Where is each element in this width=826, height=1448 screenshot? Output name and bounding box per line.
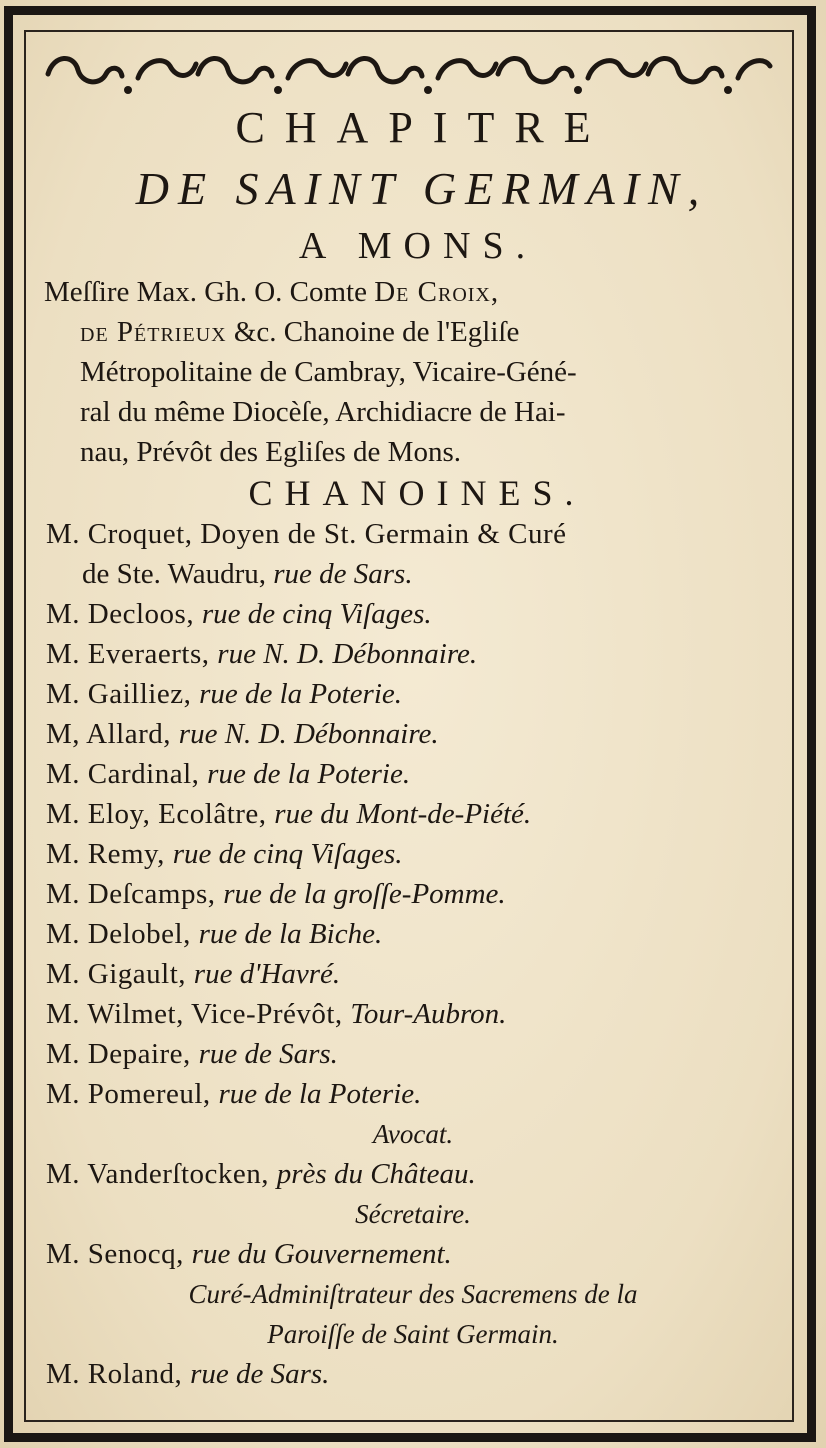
list-item bbox=[46, 754, 826, 794]
list-item bbox=[46, 1154, 826, 1194]
entry-address: rue de la groſſe-Pomme. bbox=[223, 878, 506, 910]
entry-name: M. Decloos, bbox=[46, 598, 202, 630]
list-item bbox=[46, 1234, 826, 1274]
entry-name: M. Pomereul, bbox=[46, 1078, 219, 1110]
prevot-line4: ral du même Diocèſe, Archidiacre de Hai- bbox=[80, 396, 566, 428]
entry-name: M. Croquet, Doyen de St. Germain & Curé bbox=[46, 518, 567, 550]
entry-address: rue de cinq Viſages. bbox=[201, 598, 432, 630]
entry-name: M. Remy, bbox=[46, 838, 173, 870]
entry-name: M. Senocq, bbox=[46, 1238, 192, 1270]
entry-address: rue de la Poterie. bbox=[218, 1078, 422, 1110]
list-item bbox=[46, 794, 826, 834]
list-item-continuation bbox=[82, 554, 826, 594]
chapter-location: A MONS. bbox=[298, 225, 538, 267]
chapter-title: CHAPITRE bbox=[235, 103, 611, 152]
entry-address: rue de Sars. bbox=[198, 1038, 338, 1070]
list-item bbox=[46, 834, 826, 874]
list-item bbox=[46, 994, 826, 1034]
entry-address: Tour-Aubron. bbox=[350, 998, 507, 1030]
secretaire-heading: Sécretaire. bbox=[355, 1199, 471, 1229]
entry-name: M. Deſcamps, bbox=[46, 878, 224, 910]
entry-address: rue du Gouvernement. bbox=[191, 1238, 452, 1270]
list-item bbox=[46, 874, 826, 914]
chanoines-heading: CHANOINES. bbox=[248, 473, 586, 513]
entry-name: M. Wilmet, Vice-Prévôt, bbox=[46, 998, 351, 1030]
entry-address: rue de la Biche. bbox=[198, 918, 383, 950]
entry-address: rue de la Poterie. bbox=[207, 758, 411, 790]
entry-name: M. Roland, bbox=[46, 1358, 191, 1390]
entry-address: rue N. D. Débonnaire. bbox=[217, 638, 478, 670]
entry-address: rue N. D. Débonnaire. bbox=[178, 718, 439, 750]
entry-name: M, Allard, bbox=[46, 718, 179, 750]
page-content bbox=[0, 98, 826, 1394]
prevot-paragraph bbox=[44, 272, 784, 472]
entry-name: M. Gigault, bbox=[46, 958, 194, 990]
avocat-heading: Avocat. bbox=[372, 1119, 454, 1149]
entry-name: M. Eloy, Ecolâtre, bbox=[46, 798, 275, 830]
entry-name: M. Gailliez, bbox=[46, 678, 200, 710]
list-item bbox=[46, 1074, 826, 1114]
list-item bbox=[46, 674, 826, 714]
prevot-line5: nau, Prévôt des Egliſes de Mons. bbox=[80, 436, 461, 468]
entry-address: rue du Mont-de-Piété. bbox=[274, 798, 532, 830]
list-item bbox=[46, 1354, 826, 1394]
entry-address: près du Château. bbox=[276, 1158, 476, 1190]
entry-address: rue de Sars. bbox=[190, 1358, 330, 1390]
prevot-line1-pre: Meſſire Max. Gh. O. Comte bbox=[44, 276, 375, 308]
cure-heading-line2: Paroiſſe de Saint Germain. bbox=[267, 1319, 559, 1349]
list-item bbox=[46, 634, 826, 674]
entry-address: rue de Sars. bbox=[273, 558, 413, 590]
list-item bbox=[46, 954, 826, 994]
entry-name: M. Depaire, bbox=[46, 1038, 199, 1070]
list-item bbox=[46, 714, 826, 754]
prevot-name: De Croix bbox=[374, 276, 491, 308]
entry-name: M. Cardinal, bbox=[46, 758, 208, 790]
entry-name: M. Delobel, bbox=[46, 918, 199, 950]
entry-name: M. Everaerts, bbox=[46, 638, 218, 670]
entry-address: rue de cinq Viſages. bbox=[172, 838, 403, 870]
chapter-subtitle: DE SAINT GERMAIN, bbox=[135, 163, 709, 214]
prevot-line2-post: &c. Chanoine de l'Egliſe bbox=[226, 316, 520, 348]
list-item bbox=[46, 914, 826, 954]
list-item bbox=[46, 1034, 826, 1074]
entry-address: rue de la Poterie. bbox=[199, 678, 403, 710]
list-item bbox=[46, 514, 826, 554]
ornament-band bbox=[40, 44, 780, 100]
prevot-title-name: de Pétrieux bbox=[80, 316, 227, 348]
prevot-line1-post: , bbox=[490, 276, 499, 308]
list-item bbox=[46, 594, 826, 634]
cure-heading-line1: Curé-Adminiſtrateur des Sacremens de la bbox=[188, 1279, 638, 1309]
entry-address: rue d'Havré. bbox=[193, 958, 341, 990]
prevot-line3: Métropolitaine de Cambray, Vicaire-Géné- bbox=[80, 356, 577, 388]
entry-name: de Ste. Waudru, bbox=[82, 558, 274, 590]
entry-name: M. Vanderſtocken, bbox=[46, 1158, 277, 1190]
